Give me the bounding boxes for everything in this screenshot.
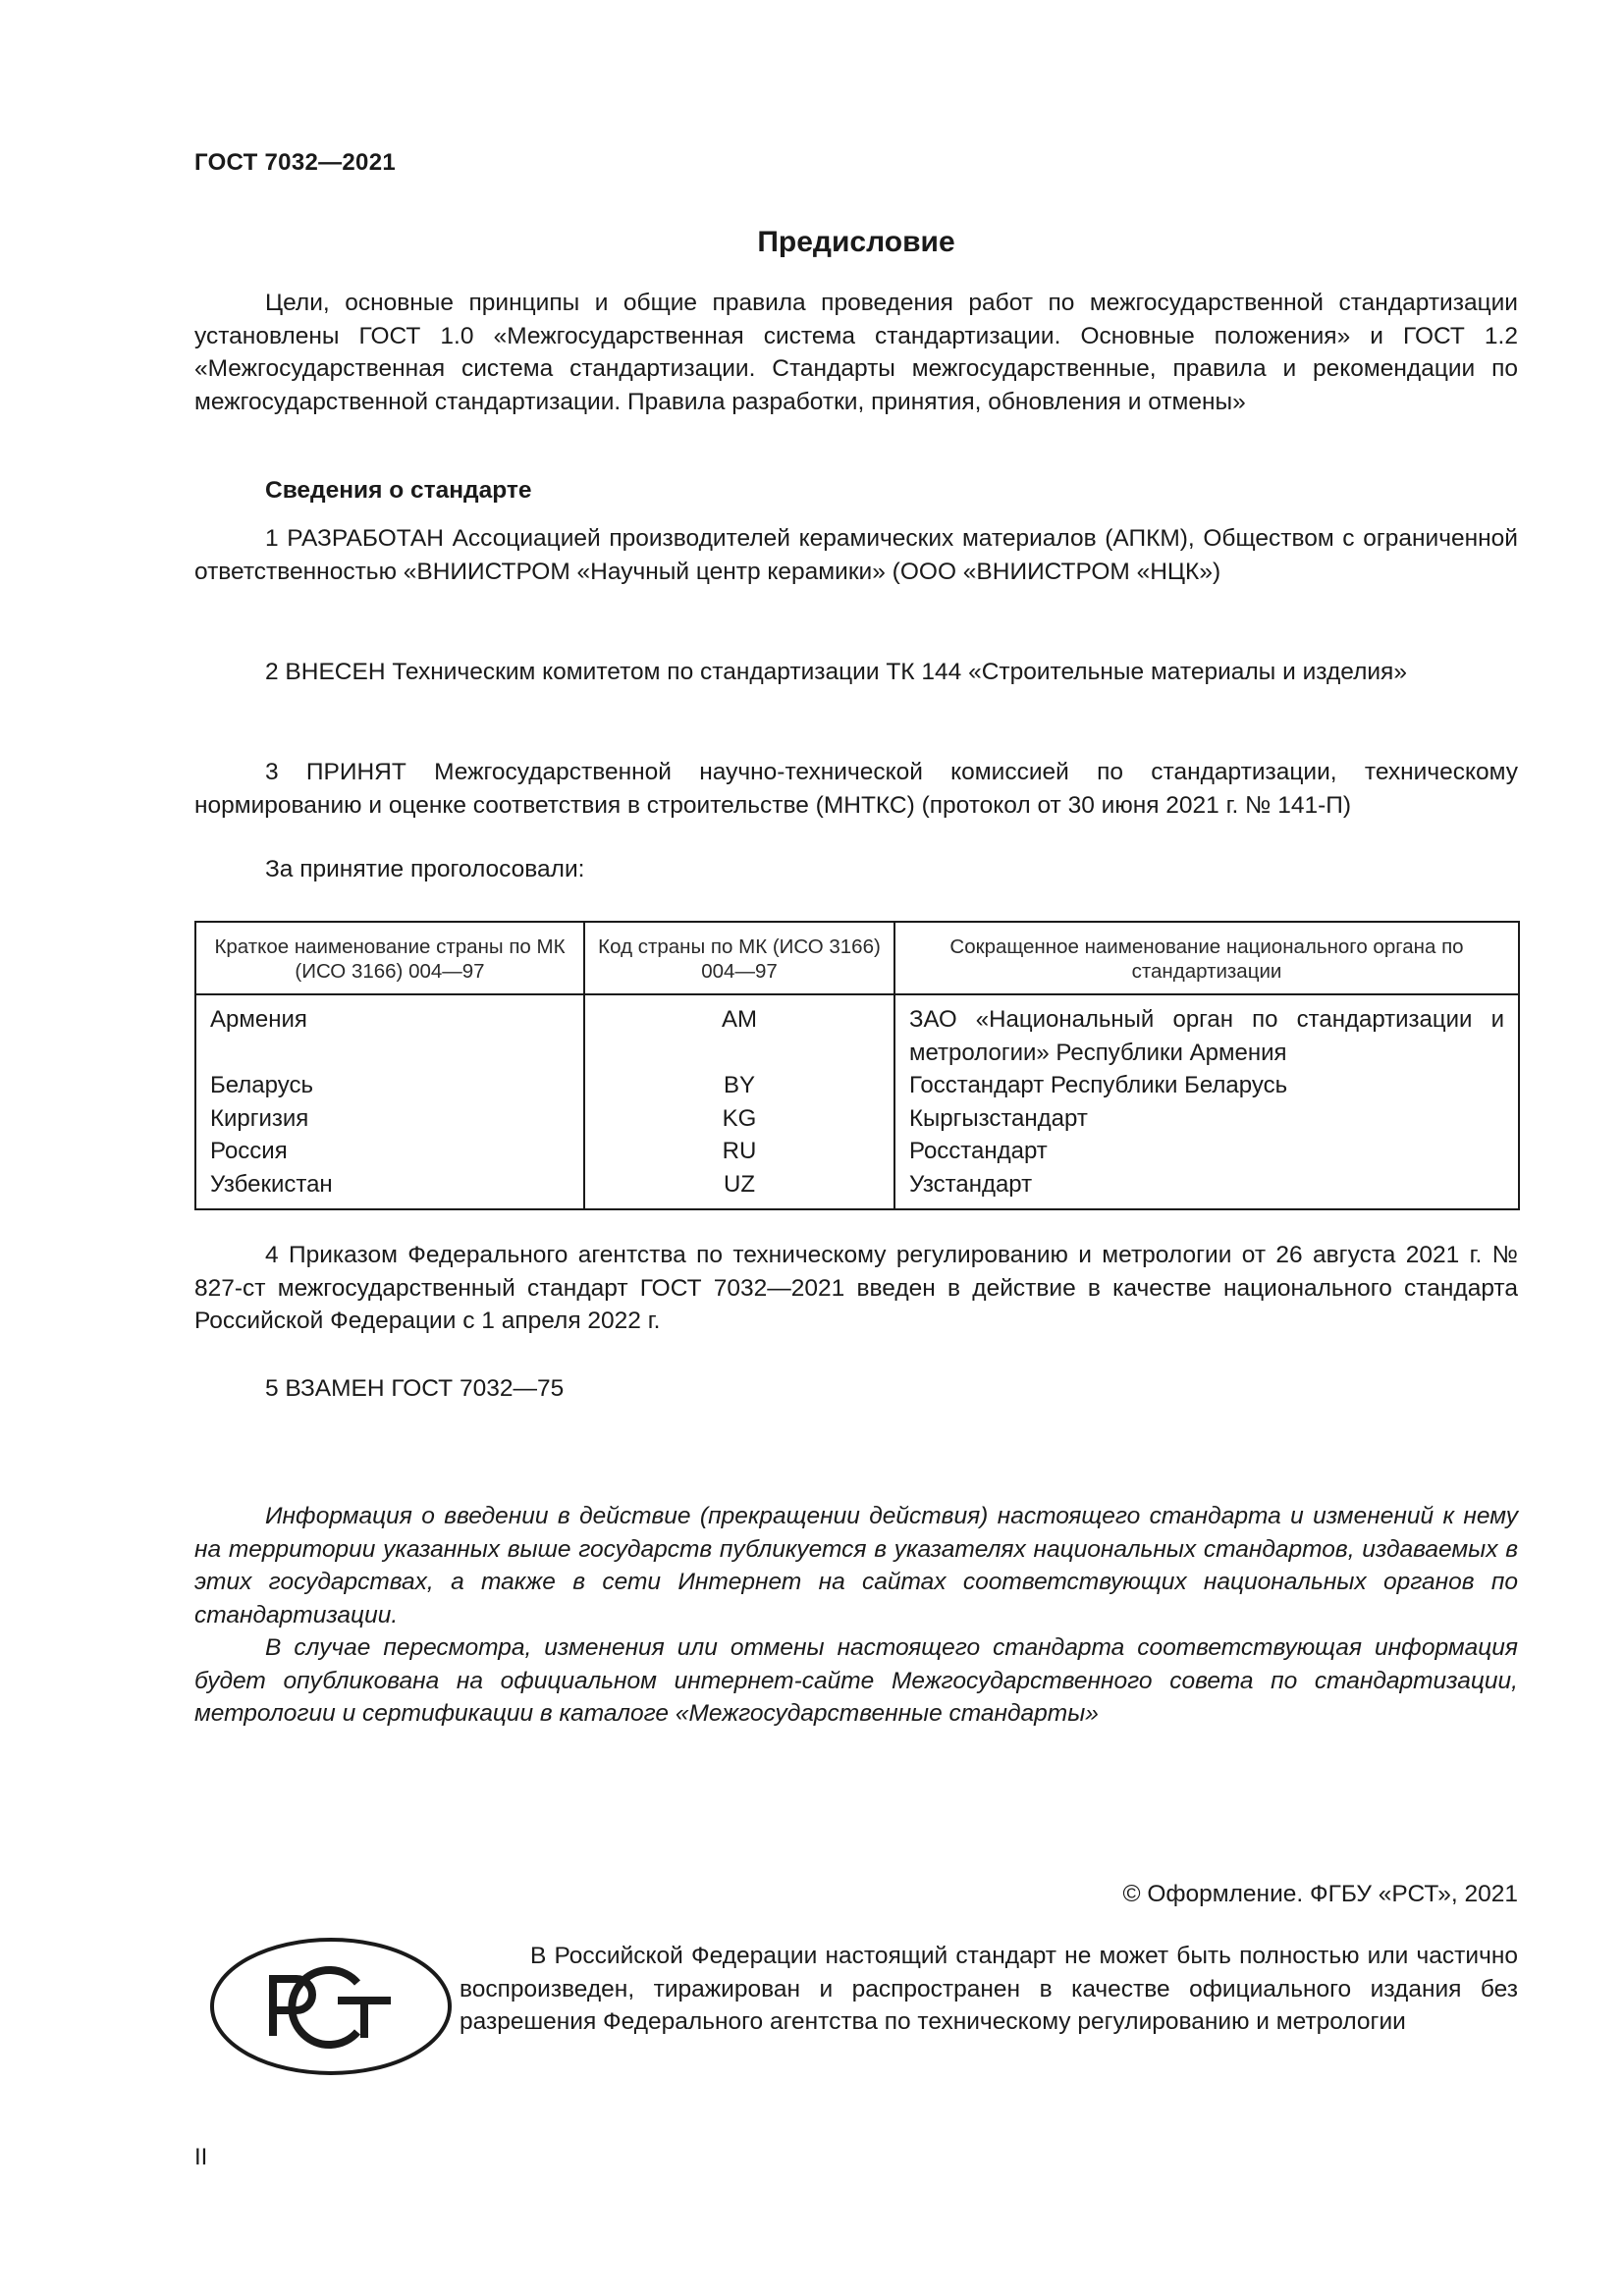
organ-cell: Кыргызстандарт [894,1102,1519,1136]
table-row [195,1069,1519,1102]
info-paragraph-publication: Информация о введении в действие (прекращении действия) настоящего стандарта и изменений к нему на территории указанных выше государств публикуется в указателях национальных стандартов, издаваемых в этих государствах, а также в сети Интернет на сайтах соответствующих национальных органов по стандартизации. [194,1503,1518,1629]
document-id: ГОСТ 7032—2021 [194,149,397,176]
column-header-organ: Сокращенное наименование национального органа по стандартизации [894,922,1519,994]
organ-cell: Госстандарт Республики Беларусь [894,1069,1519,1102]
reproduction-notice: В Российской Федерации настоящий стандарт не может быть полностью или частично воспроизведен, тиражирован и распространен в качестве официального издания без разрешения Федерального агентства по техническому регулированию и метрологии [460,1943,1518,2035]
information-block [194,1500,1518,1731]
rst-logo-icon [208,1936,454,2077]
copyright-line: © Оформление. ФГБУ «РСТ», 2021 [1122,1881,1518,1907]
organ-cell: ЗАО «Национальный орган по стандартизации и метрологии» Республики Армения [894,994,1519,1069]
voted-label: За принятие проголосовали: [265,856,585,882]
page-number: II [194,2144,208,2170]
code-cell: RU [584,1135,894,1168]
intro-paragraph: Цели, основные принципы и общие правила проведения работ по межгосударственной стандартизации установлены ГОСТ 1.0 «Межгосударственная система стандартизации. Основные положения» и ГОСТ 1.2 «Межгосударственная система стандартизации. Стандарты межгосударственные, правила и рекомендации по межгосударственной стандартизации. Правила разработки, принятия, обновления и отмены» [194,290,1518,415]
code-cell: AM [584,994,894,1069]
organ-cell: Росстандарт [894,1135,1519,1168]
item-replaces: 5 ВЗАМЕН ГОСТ 7032—75 [265,1375,565,1402]
country-cell: Армения [195,994,584,1069]
country-cell: Россия [195,1135,584,1168]
code-cell: UZ [584,1168,894,1210]
country-cell: Киргизия [195,1102,584,1136]
item-enacted: 4 Приказом Федерального агентства по техническому регулированию и метрологии от 26 августа 2021 г. № 827-ст межгосударственный стандарт ГОСТ 7032—2021 введен в действие в качестве национального стандарта Российской Федерации с 1 апреля 2022 г. [194,1242,1518,1334]
column-header-code: Код страны по МК (ИСО 3166) 004—97 [584,922,894,994]
page-title: Предисловие [757,226,955,258]
code-cell: KG [584,1102,894,1136]
organ-cell: Узстандарт [894,1168,1519,1210]
country-cell: Узбекистан [195,1168,584,1210]
country-cell: Беларусь [195,1069,584,1102]
info-paragraph-revision: В случае пересмотра, изменения или отмены настоящего стандарта соответствующая информация будет опубликована на официальном интернет-сайте Межгосударственного совета по стандартизации, метрологии и сертификации в каталоге «Межгосударственные стандарты» [194,1634,1518,1727]
countries-table [194,921,1520,1210]
table-row [195,1102,1519,1136]
item-adopted: 3 ПРИНЯТ Межгосударственной научно-технической комиссией по стандартизации, техническому нормированию и оценке соответствия в строительстве (МНТКС) (протокол от 30 июня 2021 г. № 141-П) [194,759,1518,819]
table-header-row [195,922,1519,994]
item-developed: 1 РАЗРАБОТАН Ассоциацией производителей керамических материалов (АПКМ), Обществом с ограниченной ответственностью «ВНИИСТРОМ «Научный центр керамики» (ООО «ВНИИСТРОМ «НЦК») [194,525,1518,585]
item-submitted: 2 ВНЕСЕН Техническим комитетом по стандартизации ТК 144 «Строительные материалы и изделия» [265,659,1407,685]
table-row [195,1135,1519,1168]
standard-info-heading: Сведения о стандарте [265,477,532,504]
table-row [195,1168,1519,1210]
table-row [195,994,1519,1069]
column-header-country: Краткое наименование страны по МК (ИСО 3166) 004—97 [195,922,584,994]
code-cell: BY [584,1069,894,1102]
